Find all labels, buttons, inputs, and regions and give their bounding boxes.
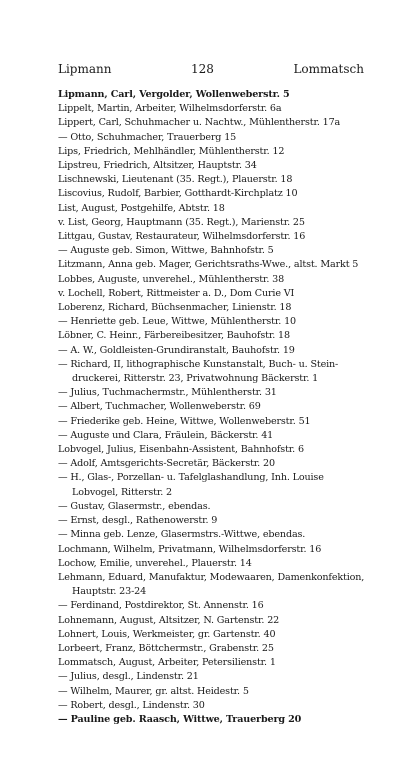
- directory-entry: — Auguste geb. Simon, Wittwe, Bahnhofstr. 5: [58, 245, 274, 257]
- directory-entry: Litzmann, Anna geb. Mager, Gerichtsraths-Wwe., altst. Markt 5: [58, 259, 359, 271]
- directory-entry: — Julius, Tuchmachermstr., Mühlentherstr. 31: [58, 387, 277, 399]
- directory-entry: — Adolf, Amtsgerichts-Secretär, Bäckerstr. 20: [58, 458, 275, 470]
- directory-entry: Lips, Friedrich, Mehlhändler, Mühlentherstr. 12: [58, 145, 285, 157]
- directory-entry: — Wilhelm, Maurer, gr. altst. Heidestr. 5: [58, 685, 249, 697]
- directory-entry: — Julius, desgl., Lindenstr. 21: [58, 671, 199, 683]
- directory-entry: Lochow, Emilie, unverehel., Plauerstr. 14: [58, 557, 252, 569]
- directory-entry: — Otto, Schuhmacher, Trauerberg 15: [58, 131, 237, 143]
- directory-entry: — Ferdinand, Postdirektor, St. Annenstr. 16: [58, 600, 264, 612]
- directory-entry: Lipmann, Carl, Vergolder, Wollenweberstr. 5: [58, 89, 290, 100]
- directory-entry: Löbner, C. Heinr., Färbereibesitzer, Bauhofstr. 18: [58, 330, 290, 342]
- directory-entry: — Robert, desgl., Lindenstr. 30: [58, 699, 205, 711]
- page-number: 128: [191, 62, 214, 76]
- directory-entry: — Ernst, desgl., Rathenowerstr. 9: [58, 515, 218, 527]
- directory-entry: — Albert, Tuchmacher, Wollenweberstr. 69: [58, 401, 261, 413]
- directory-entry: — Minna geb. Lenze, Glasermstrs.-Wittwe, ebendas.: [58, 529, 306, 541]
- directory-entry: — A. W., Goldleisten-Grundiranstalt, Bauhofstr. 19: [58, 344, 295, 356]
- directory-entry: v. Lochell, Robert, Rittmeister a. D., Dom Curie VI: [58, 287, 295, 299]
- directory-entry-continuation: Lobvogel, Ritterstr. 2: [72, 486, 172, 498]
- directory-entry: Littgau, Gustav, Restaurateur, Wilhelmsdorferstr. 16: [58, 231, 306, 243]
- directory-entry: Lohnemann, August, Altsitzer, N. Gartenstr. 22: [58, 614, 280, 626]
- directory-entry: — Gustav, Glasermstr., ebendas.: [58, 500, 211, 512]
- directory-entry: — H., Glas-, Porzellan- u. Tafelglashandlung, Inh. Louise: [58, 472, 324, 484]
- directory-entry: List, August, Postgehilfe, Abtstr. 18: [58, 202, 225, 214]
- directory-entry: Lorbeert, Franz, Böttchermstr., Grabenstr. 25: [58, 642, 274, 654]
- directory-entry: Lippert, Carl, Schuhmacher u. Nachtw., Mühlentherstr. 17a: [58, 117, 341, 129]
- directory-entry: Lohnert, Louis, Werkmeister, gr. Gartenstr. 40: [58, 628, 276, 640]
- directory-entry: Lippelt, Martin, Arbeiter, Wilhelmsdorferstr. 6a: [58, 103, 282, 115]
- directory-entry: — Auguste und Clara, Fräulein, Bäckerstr. 41: [58, 429, 274, 441]
- directory-entry-continuation: Hauptstr. 23-24: [72, 586, 147, 598]
- directory-entry: — Henriette geb. Leue, Wittwe, Mühlentherstr. 10: [58, 316, 296, 328]
- directory-entry: Lipstreu, Friedrich, Altsitzer, Hauptstr. 34: [58, 160, 257, 172]
- directory-entry-continuation: druckerei, Ritterstr. 23, Privatwohnung Bäckerstr. 1: [72, 373, 319, 385]
- header-left-name: Lipmann: [58, 62, 112, 76]
- directory-entry: v. List, Georg, Hauptmann (35. Regt.), Marienstr. 25: [58, 216, 305, 228]
- directory-entry: — Richard, II, lithographische Kunstanstalt, Buch- u. Stein-: [58, 358, 339, 370]
- directory-entries: [58, 88, 372, 727]
- header-right-name: Lommatsch: [293, 62, 364, 76]
- directory-entry: Lehmann, Eduard, Manufaktur, Modewaaren, Damenkonfektion,: [58, 571, 365, 583]
- directory-entry: Lommatsch, August, Arbeiter, Petersilienstr. 1: [58, 657, 276, 669]
- directory-entry: Lischnewski, Lieutenant (35. Regt.), Plauerstr. 18: [58, 174, 293, 186]
- directory-entry: Liscovius, Rudolf, Barbier, Gotthardt-Kirchplatz 10: [58, 188, 298, 200]
- directory-entry: — Pauline geb. Raasch, Wittwe, Trauerberg 20: [58, 713, 302, 725]
- directory-entry: Lobvogel, Julius, Eisenbahn-Assistent, Bahnhofstr. 6: [58, 444, 304, 456]
- directory-entry: Lobbes, Auguste, unverehel., Mühlentherstr. 38: [58, 273, 285, 285]
- page-header: [58, 62, 364, 80]
- directory-entry: Loberenz, Richard, Büchsenmacher, Linienstr. 18: [58, 302, 292, 314]
- directory-entry: — Friederike geb. Heine, Wittwe, Wollenweberstr. 51: [58, 415, 311, 427]
- directory-entry: Lochmann, Wilhelm, Privatmann, Wilhelmsdorferstr. 16: [58, 543, 322, 555]
